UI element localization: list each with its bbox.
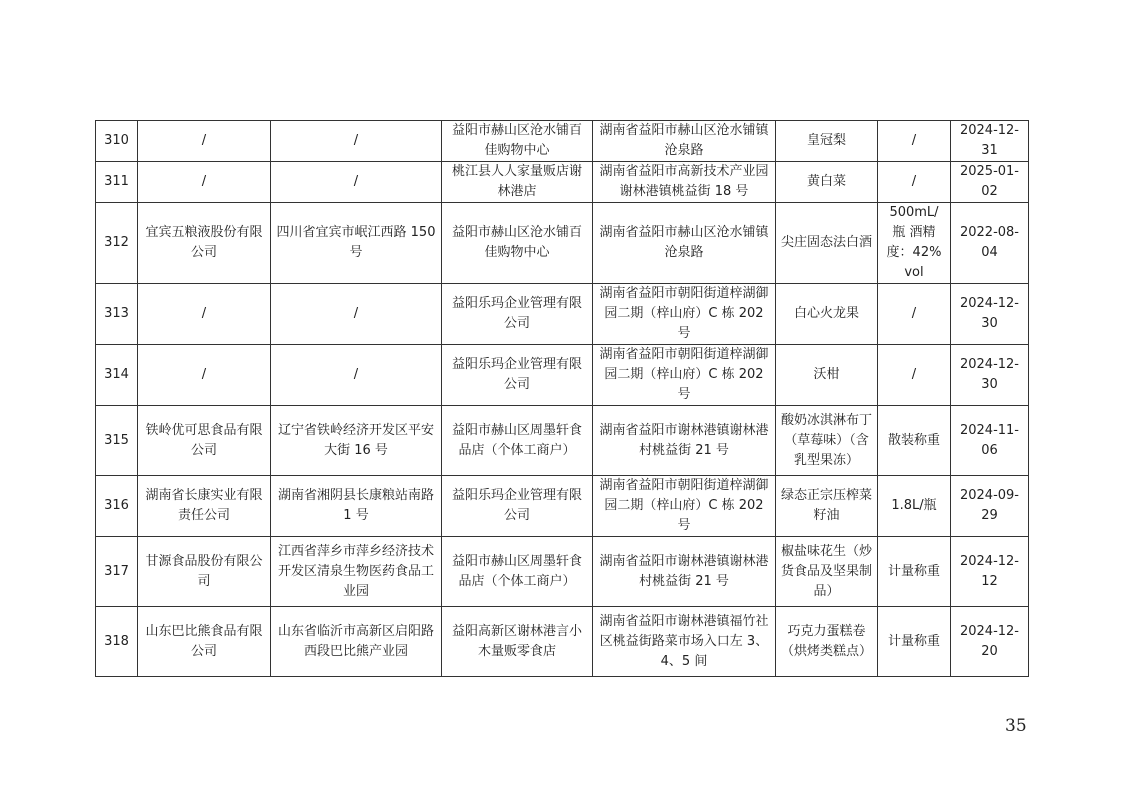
seller-address: 湖南省益阳市谢林港镇谢林港村桃益街 21 号 xyxy=(593,537,776,607)
row-number: 315 xyxy=(96,406,138,476)
producer-address: / xyxy=(271,284,442,345)
seller-name: 益阳乐玛企业管理有限公司 xyxy=(442,284,593,345)
seller-address: 湖南省益阳市赫山区沧水铺镇沧泉路 xyxy=(593,203,776,284)
producer-address: / xyxy=(271,162,442,203)
product-spec: / xyxy=(878,121,951,162)
producer-address: 辽宁省铁岭经济开发区平安大街 16 号 xyxy=(271,406,442,476)
product-name: 黄白菜 xyxy=(776,162,878,203)
production-date: 2022-08-04 xyxy=(951,203,1029,284)
product-spec: 计量称重 xyxy=(878,607,951,677)
producer-name: / xyxy=(138,345,271,406)
seller-address: 湖南省益阳市谢林港镇谢林港村桃益街 21 号 xyxy=(593,406,776,476)
production-date: 2024-12-30 xyxy=(951,345,1029,406)
production-date: 2024-12-12 xyxy=(951,537,1029,607)
table-row xyxy=(96,284,1029,345)
producer-address: 四川省宜宾市岷江西路 150 号 xyxy=(271,203,442,284)
product-spec: / xyxy=(878,345,951,406)
production-date: 2024-12-20 xyxy=(951,607,1029,677)
product-name: 白心火龙果 xyxy=(776,284,878,345)
row-number: 311 xyxy=(96,162,138,203)
producer-name: 甘源食品股份有限公司 xyxy=(138,537,271,607)
production-date: 2024-11-06 xyxy=(951,406,1029,476)
seller-address: 湖南省益阳市高新技术产业园谢林港镇桃益街 18 号 xyxy=(593,162,776,203)
seller-name: 益阳市赫山区周墨轩食品店（个体工商户） xyxy=(442,406,593,476)
producer-name: 铁岭优可思食品有限公司 xyxy=(138,406,271,476)
seller-address: 湖南省益阳市朝阳街道梓湖御园二期（梓山府）C 栋 202 号 xyxy=(593,284,776,345)
row-number: 317 xyxy=(96,537,138,607)
production-date: 2024-12-31 xyxy=(951,121,1029,162)
product-spec: / xyxy=(878,284,951,345)
producer-name: / xyxy=(138,162,271,203)
product-name: 沃柑 xyxy=(776,345,878,406)
table-row xyxy=(96,345,1029,406)
product-name: 椒盐味花生（炒货食品及坚果制品） xyxy=(776,537,878,607)
producer-name: 山东巴比熊食品有限公司 xyxy=(138,607,271,677)
producer-address: 江西省萍乡市萍乡经济技术开发区清泉生物医药食品工业园 xyxy=(271,537,442,607)
seller-name: 益阳市赫山区沧水铺百佳购物中心 xyxy=(442,121,593,162)
product-name: 尖庄固态法白酒 xyxy=(776,203,878,284)
sampling-results-table xyxy=(95,120,1029,677)
seller-name: 益阳高新区谢林港言小木量贩零食店 xyxy=(442,607,593,677)
producer-name: 宜宾五粮液股份有限公司 xyxy=(138,203,271,284)
seller-name: 桃江县人人家量贩店谢林港店 xyxy=(442,162,593,203)
producer-name: 湖南省长康实业有限责任公司 xyxy=(138,476,271,537)
table-body xyxy=(96,121,1029,677)
seller-address: 湖南省益阳市谢林港镇福竹社区桃益街路菜市场入口左 3、4、5 间 xyxy=(593,607,776,677)
producer-address: 湖南省湘阴县长康粮站南路 1 号 xyxy=(271,476,442,537)
producer-address: / xyxy=(271,121,442,162)
row-number: 313 xyxy=(96,284,138,345)
row-number: 312 xyxy=(96,203,138,284)
seller-address: 湖南省益阳市朝阳街道梓湖御园二期（梓山府）C 栋 202 号 xyxy=(593,345,776,406)
product-name: 皇冠梨 xyxy=(776,121,878,162)
producer-address: 山东省临沂市高新区启阳路西段巴比熊产业园 xyxy=(271,607,442,677)
seller-address: 湖南省益阳市赫山区沧水铺镇沧泉路 xyxy=(593,121,776,162)
product-spec: 500mL/瓶 酒精度：42%vol xyxy=(878,203,951,284)
production-date: 2024-09-29 xyxy=(951,476,1029,537)
table-row xyxy=(96,162,1029,203)
table-row xyxy=(96,537,1029,607)
table-row xyxy=(96,121,1029,162)
product-name: 巧克力蛋糕卷（烘烤类糕点） xyxy=(776,607,878,677)
producer-address: / xyxy=(271,345,442,406)
row-number: 314 xyxy=(96,345,138,406)
product-spec: / xyxy=(878,162,951,203)
product-spec: 1.8L/瓶 xyxy=(878,476,951,537)
row-number: 318 xyxy=(96,607,138,677)
table-row xyxy=(96,203,1029,284)
seller-name: 益阳乐玛企业管理有限公司 xyxy=(442,345,593,406)
row-number: 316 xyxy=(96,476,138,537)
page-number: 35 xyxy=(1005,716,1027,736)
seller-name: 益阳市赫山区周墨轩食品店（个体工商户） xyxy=(442,537,593,607)
table-row xyxy=(96,607,1029,677)
table-row xyxy=(96,476,1029,537)
seller-name: 益阳市赫山区沧水铺百佳购物中心 xyxy=(442,203,593,284)
seller-name: 益阳乐玛企业管理有限公司 xyxy=(442,476,593,537)
row-number: 310 xyxy=(96,121,138,162)
producer-name: / xyxy=(138,284,271,345)
seller-address: 湖南省益阳市朝阳街道梓湖御园二期（梓山府）C 栋 202 号 xyxy=(593,476,776,537)
production-date: 2024-12-30 xyxy=(951,284,1029,345)
product-name: 酸奶冰淇淋布丁（草莓味）（含乳型果冻） xyxy=(776,406,878,476)
product-name: 绿态正宗压榨菜籽油 xyxy=(776,476,878,537)
production-date: 2025-01-02 xyxy=(951,162,1029,203)
product-spec: 散装称重 xyxy=(878,406,951,476)
product-spec: 计量称重 xyxy=(878,537,951,607)
table-row xyxy=(96,406,1029,476)
producer-name: / xyxy=(138,121,271,162)
